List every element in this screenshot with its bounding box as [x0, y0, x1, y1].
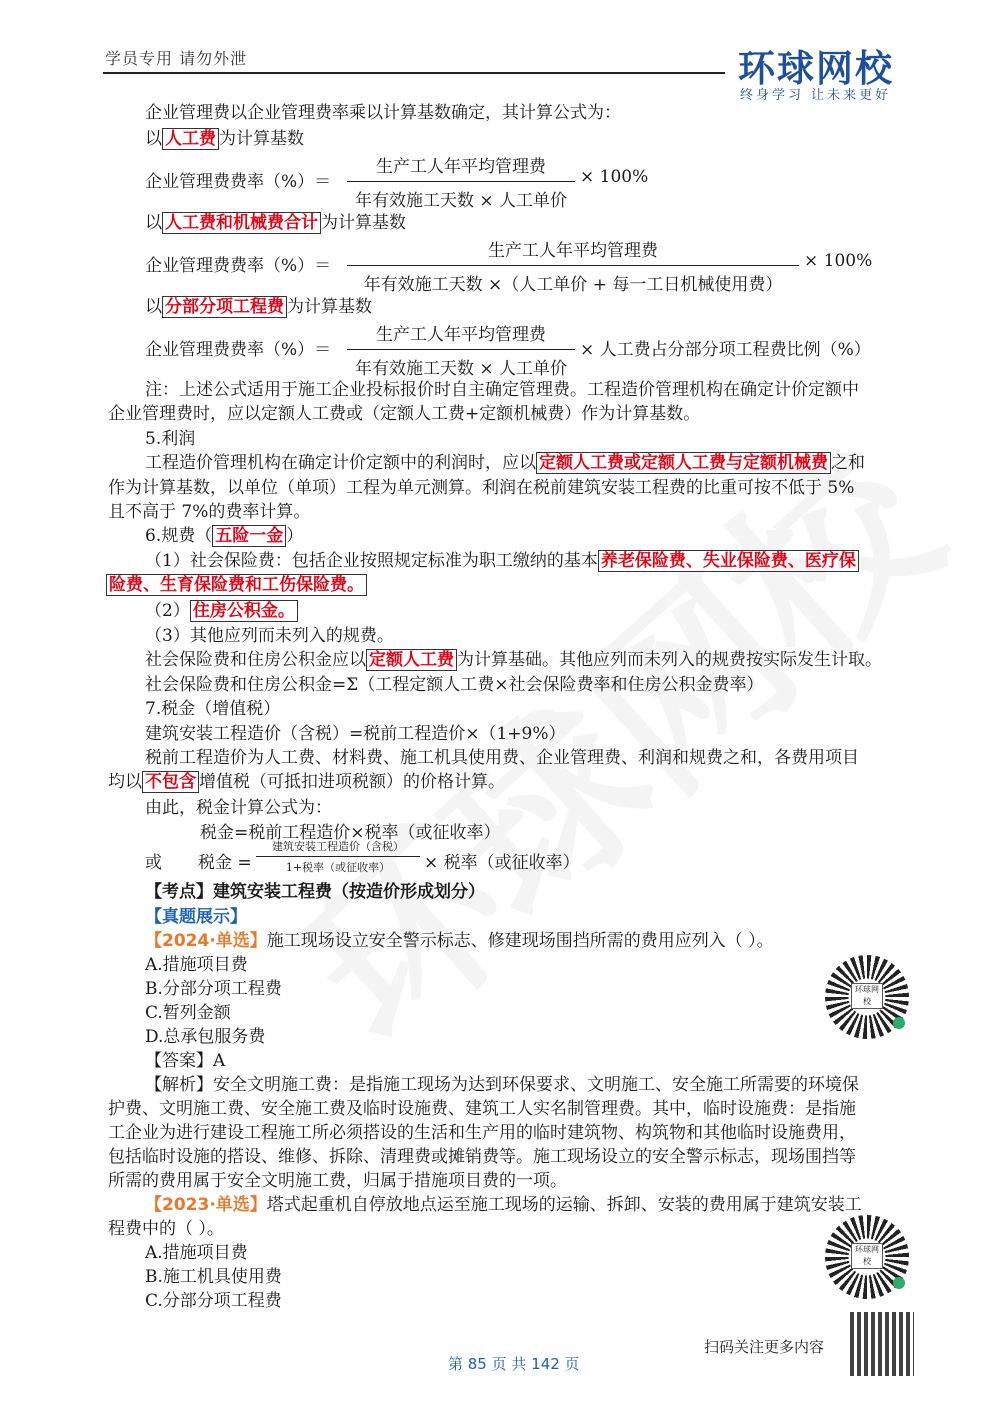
answer: 【答案】A: [145, 1051, 226, 1071]
fraction: 生产工人年平均管理费 年有效施工天数 × 人工单价: [347, 152, 575, 211]
paragraph: 工程造价管理机构在确定计价定额中的利润时，应以 定额人工费或定额人工费与定额机械费 之和: [145, 453, 865, 473]
paragraph: 企业管理费时，应以定额人工费或（定额人工费+定额机械费）作为计算基数。: [108, 404, 701, 424]
highlight-box: 人工费: [162, 128, 219, 150]
highlight-box: 五险一金: [212, 525, 286, 547]
key-point-heading: 【考点】建筑安装工程费（按造价形成划分）: [145, 882, 485, 902]
basis-line: 以 分部分项工程费 为计算基数: [145, 297, 372, 317]
analysis: 所需的费用属于安全文明施工费，归属于措施项目费的一项。: [108, 1171, 567, 1191]
fraction: 生产工人年平均管理费 年有效施工天数 ×（人工单价 + 每一工日机械使用费）: [347, 236, 799, 295]
question: 程费中的（ ）。: [108, 1219, 224, 1239]
option: A.措施项目费: [145, 955, 248, 975]
brand-logo: 环球网校: [738, 47, 894, 90]
paragraph: （2） 住房公积金。: [145, 596, 298, 621]
header-notice: 学员专用 请勿外泄: [105, 49, 248, 68]
paragraph: （1）社会保险费：包括企业按照规定标准为职工缴纳的基本 养老保险费、失业保险费、医疗保: [145, 546, 859, 571]
option: C.暂列金额: [145, 1003, 231, 1023]
analysis: 【解析】安全文明施工费：是指施工现场为达到环保要求、文明施工、安全施工所需要的环境保: [145, 1075, 859, 1095]
analysis: 包括临时设施的搭设、维修、拆除、清理费或摊销费等。施工现场设立的安全警示标志，现场围挡等: [108, 1147, 856, 1167]
option: C.分部分项工程费: [145, 1291, 282, 1311]
paragraph: （3）其他应列而未列入的规费。: [145, 626, 394, 646]
highlight-box: 人工费和机械费合计: [162, 212, 321, 234]
highlight-box: 不包含: [142, 771, 199, 793]
paragraph: [106, 570, 367, 595]
paragraph: 均以 不包含 增值税（可抵扣进项税额）的价格计算。: [108, 772, 505, 792]
highlight-box: 定额人工费或定额人工费与定额机械费: [536, 452, 831, 474]
highlight-box: 定额人工费: [366, 649, 457, 671]
highlight-box: 养老保险费、失业保险费、医疗保: [598, 550, 859, 572]
option: B.施工机具使用费: [145, 1267, 282, 1287]
section-heading: 6.规费（ 五险一金 ）: [145, 526, 304, 546]
highlight-box: 住房公积金。: [190, 600, 298, 622]
option: B.分部分项工程费: [145, 979, 282, 999]
formula-tail: × 税率（或征收率）: [424, 853, 580, 873]
paragraph: 建筑安装工程造价（含税）=税前工程造价×（1+9%）: [145, 724, 566, 744]
section-heading: 5.利润: [145, 429, 196, 449]
mini-program-qr-code[interactable]: 环球网校: [825, 1215, 909, 1299]
formula-left: 企业管理费费率（%）＝: [145, 256, 332, 276]
scan-caption: 扫码关注更多内容: [704, 1338, 825, 1356]
option: D.总承包服务费: [145, 1027, 266, 1047]
analysis: 工企业为进行建设工程施工所必须搭设的生活和生产用的临时建筑物、构筑物和其他临时设施费用，: [108, 1123, 856, 1143]
question: 【2024·单选】施工现场设立安全警示标志、修建现场围挡所需的费用应列入（ ）。: [145, 931, 774, 951]
exam-heading: 【真题展示】: [145, 907, 247, 927]
formula-tail: × 100%: [580, 167, 649, 187]
fraction: 建筑安装工程造价（含税） 1+税率（或征收率）: [256, 838, 420, 875]
analysis: 护费、文明施工费、安全施工费及临时设施费、建筑工人实名制管理费。其中，临时设施费：是指施: [108, 1099, 856, 1119]
formula: 税金=税前工程造价×税率（或征收率）: [200, 823, 501, 843]
basis-line: 以 人工费和机械费合计 为计算基数: [145, 213, 406, 233]
brand-slogan: 终身学习 让未来更好: [740, 88, 892, 103]
question: 【2023·单选】塔式起重机自停放地点运至施工现场的运输、拆卸、安装的费用属于建筑安装工: [145, 1195, 862, 1215]
fraction: 生产工人年平均管理费 年有效施工天数 × 人工单价: [347, 320, 575, 379]
mini-program-qr-code[interactable]: 环球网校: [825, 955, 909, 1039]
qr-code[interactable]: [850, 1312, 914, 1376]
formula-or: 或: [145, 853, 162, 873]
formula-left: 企业管理费费率（%）＝: [145, 340, 332, 360]
formula-tail: × 100%: [804, 251, 873, 271]
paragraph: 且不高于 7%的费率计算。: [108, 502, 311, 522]
formula-left: 税金 =: [198, 853, 252, 873]
paragraph: 由此，税金计算公式为：: [145, 798, 332, 818]
paragraph: 社会保险费和住房公积金=Σ（工程定额人工费×社会保险费率和住房公积金费率）: [145, 675, 764, 695]
highlight-box: 分部分项工程费: [162, 296, 287, 318]
paragraph: 社会保险费和住房公积金应以 定额人工费 为计算基础。其他应列而未列入的规费按实际发生计取。: [145, 650, 882, 670]
option: A.措施项目费: [145, 1243, 248, 1263]
paragraph: 企业管理费以企业管理费率乘以计算基数确定，其计算公式为：: [145, 103, 621, 123]
paragraph: 作为计算基数，以单位（单项）工程为单元测算。利润在税前建筑安装工程费的比重可按不低于 5%: [108, 478, 855, 498]
paragraph: 税前工程造价为人工费、材料费、施工机具使用费、企业管理费、利润和规费之和，各费用项目: [145, 748, 859, 768]
page-number: 第 85 页 共 142 页: [448, 1355, 580, 1373]
paragraph: 注：上述公式适用于施工企业投标报价时自主确定管理费。工程造价管理机构在确定计价定额中: [145, 380, 859, 400]
basis-line: 以 人工费 为计算基数: [145, 129, 304, 149]
formula-tail: × 人工费占分部分项工程费比例（%）: [580, 340, 871, 360]
formula-left: 企业管理费费率（%）＝: [145, 172, 332, 192]
section-heading: 7.税金（增值税）: [145, 699, 281, 719]
highlight-box: 险费、生育保险费和工伤保险费。: [106, 574, 367, 596]
header-rule: [103, 72, 725, 74]
